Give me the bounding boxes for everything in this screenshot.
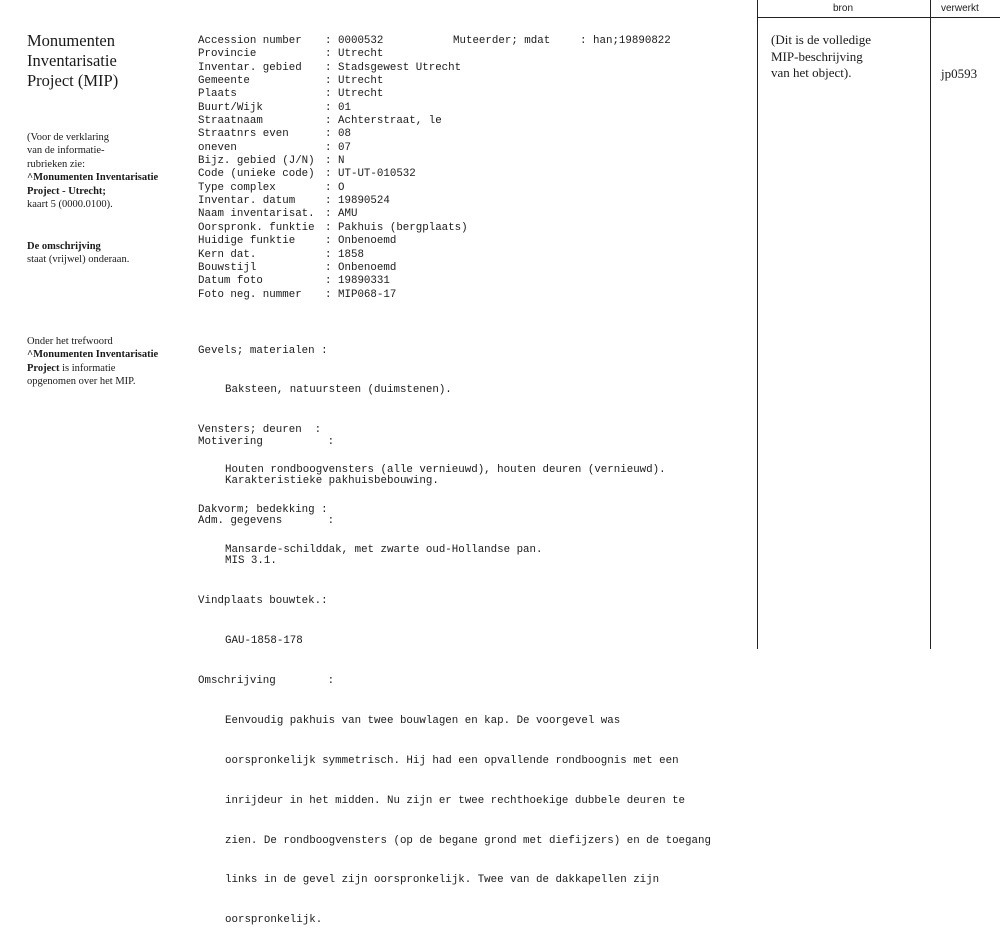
field-colon: : <box>325 261 332 274</box>
document-title <box>27 31 177 91</box>
reference-note: (Voor de verklaring van de informatie- rubrieken zie: ^Monumenten Inventarisatie Project - Utrecht; kaart 5 (0000.0100). <box>27 132 159 211</box>
keyword-note: Onder het trefwoord ^Monumenten Inventarisatie Project is informatie opgenomen over het MIP. <box>27 336 159 388</box>
field-label: Gemeente <box>198 75 250 88</box>
field-label: Straatnrs even <box>198 128 289 141</box>
omschrijving-line: zien. De rondboogvensters (op de begane grond met diefijzers) en de toegang <box>225 834 711 847</box>
field-value: Achterstraat, le <box>338 115 442 128</box>
field-value: MIP068-17 <box>338 288 397 301</box>
title-line: Project (MIP) <box>27 71 119 90</box>
field-label: Foto neg. nummer <box>198 288 302 301</box>
field-value: 19890524 <box>338 195 390 208</box>
field-value: 1858 <box>338 248 364 261</box>
field-colon: : <box>325 275 332 288</box>
field-colon: : <box>325 195 332 208</box>
left-sidebar <box>27 31 177 388</box>
field-colon: : <box>580 35 587 47</box>
field-label: Plaats <box>198 88 237 101</box>
field-label: Buurt/Wijk <box>198 101 263 114</box>
section-motivering: Motivering : Karakteristieke pakhuisbebouwing. Adm. gegevens : MIS 3.1. Vindplaats bouwtek.: GAU-1858-178 Omschrijving : Eenvoudig pakhuis van twee bouwlagen en kap. De voorgevel was oorspronkelijk symmetrisch. Hij had een opvallende rondboognis met een inrijdeur in het midden. Nu zijn er twee rechthoekige dubbele deuren te zien. De rondboogvensters (op de begane grond met diefijzers) en de toegang links in de gevel zijn oorspronkelijk. Twee van de dakkapellen zijn oorspronkelijk. <box>198 435 711 927</box>
omschrijving-line: Eenvoudig pakhuis van twee bouwlagen en kap. De voorgevel was <box>225 714 621 727</box>
field-value: 0000532 <box>338 35 384 47</box>
field-label: Datum foto <box>198 275 263 288</box>
field-value: 19890331 <box>338 275 390 288</box>
description-note: De omschrijving staat (vrijwel) onderaan. <box>27 241 130 266</box>
field-colon: : <box>325 48 332 61</box>
field-label: oneven <box>198 141 237 154</box>
field-value: AMU <box>338 208 358 221</box>
title-line: Monumenten <box>27 31 115 50</box>
field-colon: : <box>325 61 332 74</box>
field-label: Provincie <box>198 48 257 61</box>
omschrijving-line: links in de gevel zijn oorspronkelijk. Twee van de dakkapellen zijn <box>225 874 660 887</box>
field-label: Type complex <box>198 181 276 194</box>
field-colon: : <box>325 208 332 221</box>
bron-header: bron <box>833 3 854 14</box>
omschrijving-line: oorspronkelijk. <box>225 914 323 927</box>
verwerkt-column-divider <box>930 0 931 649</box>
field-colon: : <box>325 181 332 194</box>
field-colon: : <box>325 235 332 248</box>
field-value: UT-UT-010532 <box>338 168 416 181</box>
omschrijving-line: inrijdeur in het midden. Nu zijn er twee rechthoekige dubbele deuren te <box>225 794 686 807</box>
omschrijving-line: oorspronkelijk symmetrisch. Hij had een opvallende rondboognis met een <box>225 754 679 767</box>
field-value: 08 <box>338 128 351 141</box>
field-colon: : <box>325 75 332 88</box>
field-label: Accession number <box>198 35 302 47</box>
field-value: Onbenoemd <box>338 261 397 274</box>
field-value: Stadsgewest Utrecht <box>338 61 462 74</box>
field-colon: : <box>325 115 332 128</box>
field-colon: : <box>325 248 332 261</box>
field-value: Utrecht <box>338 48 384 61</box>
field-label: Oorspronk. funktie <box>198 221 315 234</box>
field-value: 07 <box>338 141 351 154</box>
field-colon: : <box>325 101 332 114</box>
field-label: Bijz. gebied (J/N) <box>198 155 315 168</box>
field-value: Onbenoemd <box>338 235 397 248</box>
field-label: Bouwstijl <box>198 261 257 274</box>
field-value: O <box>338 181 345 194</box>
header-rule <box>757 17 1000 18</box>
section-gevels: Gevels; materialen : Baksteen, natuursteen (duimstenen). Vensters; deuren : Houten rondboogvensters (alle vernieuwd), houten deuren (vernieuwd). Dakvorm; bedekking : Mansarde-schilddak, met zwarte oud-Hollandse pan. <box>198 344 666 557</box>
field-label: Code (unieke code) <box>198 168 315 181</box>
field-value: Utrecht <box>338 75 384 88</box>
field-value: 01 <box>338 101 351 114</box>
field-label: Naam inventarisat. <box>198 208 315 221</box>
bron-column-divider <box>757 0 758 649</box>
bron-text: (Dit is de volledige MIP-beschrijving van het object). <box>771 32 872 80</box>
field-colon: : <box>325 221 332 234</box>
field-label: Muteerder; mdat <box>453 35 551 47</box>
field-value: N <box>338 155 345 168</box>
field-colon: : <box>325 141 332 154</box>
field-colon: : <box>325 155 332 168</box>
field-label: Straatnaam <box>198 115 263 128</box>
field-label: Inventar. gebied <box>198 61 302 74</box>
field-colon: : <box>325 35 332 47</box>
field-colon: : <box>325 288 332 301</box>
field-value: Utrecht <box>338 88 384 101</box>
field-label: Inventar. datum <box>198 195 296 208</box>
title-line: Inventarisatie <box>27 51 117 70</box>
field-label: Kern dat. <box>198 248 257 261</box>
field-label: Huidige funktie <box>198 235 296 248</box>
verwerkt-header: verwerkt <box>941 3 979 14</box>
field-colon: : <box>325 88 332 101</box>
field-value: han;19890822 <box>593 35 671 47</box>
verwerkt-value: jp0593 <box>941 66 978 81</box>
field-colon: : <box>325 128 332 141</box>
field-value: Pakhuis (bergplaats) <box>338 221 468 234</box>
field-colon: : <box>325 168 332 181</box>
